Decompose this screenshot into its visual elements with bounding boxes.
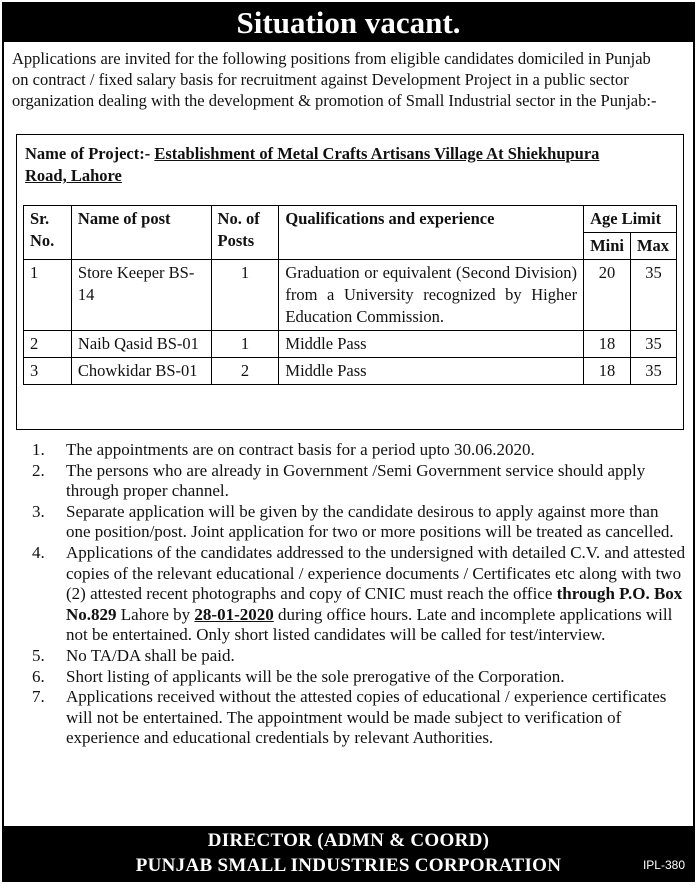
page-title: Situation vacant. bbox=[4, 4, 693, 42]
cell-sr: 3 bbox=[24, 358, 72, 385]
project-name-line2: Road, Lahore bbox=[25, 166, 122, 185]
list-item bbox=[14, 543, 686, 646]
header-age-limit: Age Limit bbox=[584, 206, 677, 233]
intro-line: on contract / fixed salary basis for recruitment against Development Project in a public sector bbox=[12, 70, 629, 89]
cell-max: 35 bbox=[630, 260, 676, 331]
header-qualification: Qualifications and experience bbox=[279, 206, 584, 260]
cell-mini: 18 bbox=[584, 331, 631, 358]
cell-count: 1 bbox=[211, 331, 279, 358]
footer-bar bbox=[4, 826, 693, 882]
intro-line: organization dealing with the development & promotion of Small Industrial sector in the Punjab:- bbox=[12, 91, 657, 110]
table-row bbox=[24, 260, 677, 331]
cell-post: Store Keeper BS-14 bbox=[71, 260, 211, 331]
terms-list bbox=[14, 440, 686, 749]
cell-count: 1 bbox=[211, 260, 279, 331]
item-number: 6. bbox=[32, 666, 45, 686]
item-text: No TA/DA shall be paid. bbox=[66, 645, 235, 665]
intro-paragraph bbox=[12, 48, 688, 111]
item-text: The appointments are on contract basis for a period upto 30.06.2020. bbox=[66, 440, 535, 459]
header-posts-count: No. of Posts bbox=[211, 206, 279, 260]
list-item bbox=[14, 667, 686, 688]
cell-mini: 20 bbox=[584, 260, 631, 331]
cell-post: Naib Qasid BS-01 bbox=[71, 331, 211, 358]
list-item bbox=[14, 440, 686, 461]
organization-name: PUNJAB SMALL INDUSTRIES CORPORATION bbox=[135, 855, 562, 876]
list-item bbox=[14, 646, 686, 667]
item-number: 4. bbox=[32, 542, 45, 562]
cell-sr: 2 bbox=[24, 331, 72, 358]
posts-table bbox=[23, 205, 677, 385]
cell-mini: 18 bbox=[584, 358, 631, 385]
item-number: 1. bbox=[32, 440, 45, 459]
po-box: through P.O. Box No.829 bbox=[66, 584, 683, 624]
table-row bbox=[24, 331, 677, 358]
cell-qualification: Middle Pass bbox=[279, 358, 584, 385]
project-title bbox=[25, 143, 675, 187]
ad-code: IPL-380 bbox=[642, 858, 685, 872]
cell-post: Chowkidar BS-01 bbox=[71, 358, 211, 385]
item-text: Short listing of applicants will be the sole prerogative of the Corporation. bbox=[66, 666, 565, 686]
signatory-title: DIRECTOR (ADMN & COORD) bbox=[207, 830, 490, 851]
item-text: Applications of the candidates addressed to the undersigned with detailed C.V. and attested copies of the relevant educational / experience documents / Certificates etc along with two (2) attested recent photographs and copy of CNIC must reach the office bbox=[66, 542, 686, 604]
cell-count: 2 bbox=[211, 358, 279, 385]
project-box bbox=[16, 134, 684, 430]
list-item bbox=[14, 502, 686, 543]
cell-qualification: Middle Pass bbox=[279, 331, 584, 358]
intro-line: Applications are invited for the following positions from eligible candidates domiciled in Punjab bbox=[12, 49, 651, 68]
header-post: Name of post bbox=[71, 206, 211, 260]
item-text: Applications received without the attested copies of educational / experience certificates will not be entertained. The appointment would be made subject to verification of experience and educational credentials by relevant Authorities. bbox=[66, 687, 667, 748]
item-text: during office hours. Late and incomplete applications will not be entertained. Only short listed candidates will be called for test/interview. bbox=[66, 604, 673, 645]
cell-max: 35 bbox=[630, 358, 676, 385]
item-number: 5. bbox=[32, 645, 45, 665]
item-number: 2. bbox=[32, 460, 45, 480]
item-text: The persons who are already in Government /Semi Government service should apply through proper channel. bbox=[66, 460, 646, 501]
advertisement-page bbox=[2, 2, 695, 882]
list-item bbox=[14, 461, 686, 502]
cell-max: 35 bbox=[630, 331, 676, 358]
header-mini: Mini bbox=[584, 233, 631, 260]
header-sr: Sr. No. bbox=[24, 206, 72, 260]
deadline-date: 28-01-2020 bbox=[194, 604, 274, 624]
cell-sr: 1 bbox=[24, 260, 72, 331]
header-max: Max bbox=[630, 233, 676, 260]
item-text: Lahore by bbox=[116, 604, 195, 624]
cell-qualification: Graduation or equivalent (Second Division) from a University recognized by Higher Education Commission. bbox=[279, 260, 584, 331]
project-label: Name of Project:- bbox=[25, 144, 151, 163]
table-row bbox=[24, 358, 677, 385]
list-item bbox=[14, 687, 686, 749]
item-number: 7. bbox=[32, 687, 45, 707]
item-number: 3. bbox=[32, 501, 45, 521]
project-name: Establishment of Metal Crafts Artisans Village At Shiekhupura bbox=[154, 144, 600, 163]
table-header-row bbox=[24, 206, 677, 233]
item-text: Separate application will be given by the candidate desirous to apply against more than one position/post. Joint application for two or more positions will be treated as cancelled. bbox=[66, 501, 674, 542]
